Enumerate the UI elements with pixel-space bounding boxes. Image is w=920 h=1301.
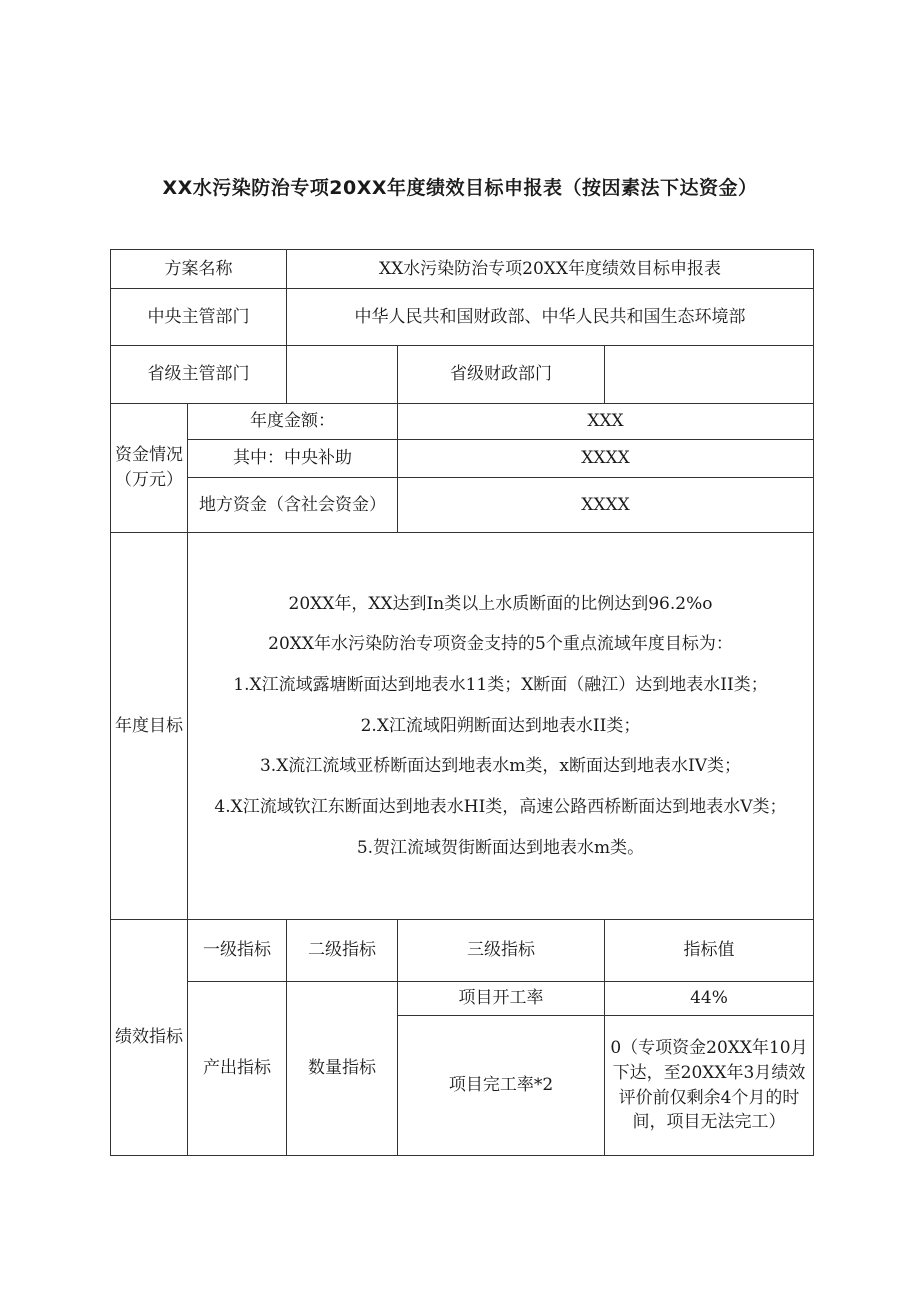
funds-local-label: 地方资金（含社会资金） — [188, 478, 398, 533]
scheme-label: 方案名称 — [111, 250, 287, 289]
level2-quantity: 数量指标 — [287, 982, 398, 1156]
scheme-value: XX水污染防治专项20XX年度绩效目标申报表 — [287, 250, 814, 289]
value-complete-rate: 0（专项资金20XX年10月下达，至20XX年3月绩效评价前仅剩余4个月的时间，项目无法完工） — [605, 1016, 814, 1156]
annual-goal-label: 年度目标 — [111, 533, 188, 920]
performance-label: 绩效指标 — [111, 920, 188, 1156]
central-dept-value: 中华人民共和国财政部、中华人民共和国生态环境部 — [287, 289, 814, 346]
funds-row-local — [111, 478, 814, 533]
header-level3: 三级指标 — [398, 920, 605, 982]
central-dept-row — [111, 289, 814, 346]
funds-local-value: XXXX — [398, 478, 814, 533]
annual-goal-line: 20XX年，XX达到In类以上水质断面的比例达到96.2%o — [288, 593, 713, 614]
provincial-dept-label: 省级主管部门 — [111, 346, 287, 404]
value-start-rate: 44% — [605, 982, 814, 1016]
header-level1: 一级指标 — [188, 920, 287, 982]
target-form-table — [110, 249, 814, 1156]
provincial-dept-row — [111, 346, 814, 404]
header-value: 指标值 — [605, 920, 814, 982]
annual-goal-line: 1.X江流域露塘断面达到地表水11类；X断面（融江）达到地表水II类； — [233, 675, 768, 696]
central-dept-label: 中央主管部门 — [111, 289, 287, 346]
annual-goal-line: 20XX年水污染防治专项资金支持的5个重点流域年度目标为： — [268, 634, 733, 655]
funds-annual-value: XXX — [398, 404, 814, 440]
annual-goal-row — [111, 533, 814, 920]
funds-row-central — [111, 440, 814, 478]
provincial-finance-label: 省级财政部门 — [398, 346, 605, 404]
funds-central-label: 其中：中央补助 — [188, 440, 398, 478]
page-title: XX水污染防治专项20XX年度绩效目标申报表（按因素法下达资金） — [162, 177, 758, 199]
funds-row-annual — [111, 404, 814, 440]
annual-goal-line: 2.X江流域阳朔断面达到地表水II类； — [360, 715, 641, 736]
provincial-dept-value — [287, 346, 398, 404]
annual-goal-line: 5.贺江流域贺街断面达到地表水m类。 — [356, 837, 645, 858]
performance-header-row — [111, 920, 814, 982]
annual-goal-content — [188, 533, 814, 920]
header-level2: 二级指标 — [287, 920, 398, 982]
funds-annual-label: 年度金额： — [188, 404, 398, 440]
level1-output: 产出指标 — [188, 982, 287, 1156]
performance-row-start — [111, 982, 814, 1016]
level3-complete-rate: 项目完工率*2 — [398, 1016, 605, 1156]
funds-central-value: XXXX — [398, 440, 814, 478]
annual-goal-line: 3.X流江流域亚桥断面达到地表水m类，x断面达到地表水IV类； — [259, 756, 742, 777]
scheme-row — [111, 250, 814, 289]
provincial-finance-value — [605, 346, 814, 404]
level3-start-rate: 项目开工率 — [398, 982, 605, 1016]
annual-goal-line: 4.X江流域钦江东断面达到地表水HI类，高速公路西桥断面达到地表水V类； — [214, 796, 787, 817]
funds-label: 资金情况（万元） — [111, 404, 188, 533]
